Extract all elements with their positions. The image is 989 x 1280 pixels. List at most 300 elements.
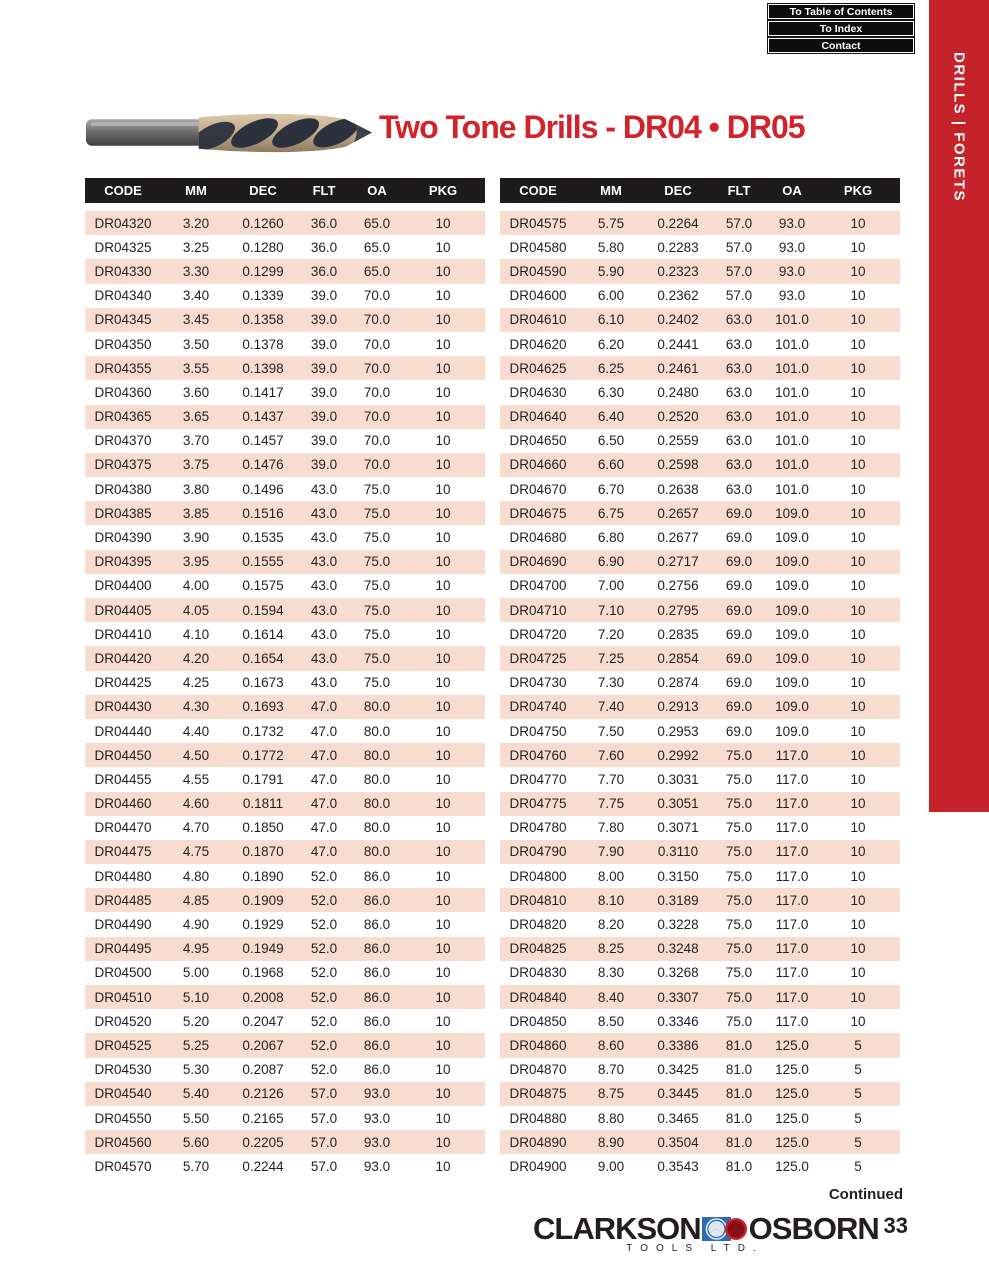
cell-flt: 39.0 [310,288,338,304]
cell-dec: 0.1791 [242,771,284,787]
cell-code: DR04530 [94,1062,152,1078]
cell-mm: 6.25 [597,360,625,376]
contact-button[interactable]: Contact [768,38,914,53]
cell-pkg: 10 [850,336,866,352]
cell-pkg: 10 [435,771,451,787]
cell-dec: 0.3031 [657,771,699,787]
table-row [500,1106,900,1130]
cell-pkg: 10 [850,747,866,763]
cell-flt: 57.0 [310,1158,338,1174]
table-row [85,1130,485,1154]
cell-oa: 93.0 [363,1086,391,1102]
cell-code: DR04670 [509,481,567,497]
table-row [85,380,485,404]
cell-flt: 57.0 [725,239,753,255]
table-row [85,477,485,501]
cell-flt: 69.0 [725,699,753,715]
drill-bit-image [83,104,377,162]
cell-code: DR04580 [509,239,567,255]
cell-flt: 75.0 [725,868,753,884]
cell-oa: 75.0 [363,554,391,570]
cell-code: DR04320 [94,215,152,231]
cell-dec: 0.2598 [657,457,699,473]
cell-oa: 65.0 [363,263,391,279]
cell-code: DR04520 [94,1013,152,1029]
cell-code: DR04385 [94,505,152,521]
cell-oa: 101.0 [775,481,809,497]
table-row [500,840,900,864]
cell-mm: 7.75 [597,796,625,812]
cell-mm: 7.90 [597,844,625,860]
cell-oa: 86.0 [363,989,391,1005]
cell-code: DR04455 [94,771,152,787]
cell-code: DR04680 [509,530,567,546]
cell-flt: 69.0 [725,723,753,739]
table-row [500,211,900,235]
cell-pkg: 10 [850,650,866,666]
cell-pkg: 10 [850,433,866,449]
cell-flt: 52.0 [310,1013,338,1029]
cell-oa: 75.0 [363,481,391,497]
cell-code: DR04825 [509,941,567,957]
cell-oa: 80.0 [363,796,391,812]
cell-dec: 0.1890 [242,868,284,884]
cell-flt: 63.0 [725,481,753,497]
cell-oa: 65.0 [363,215,391,231]
cell-pkg: 10 [850,384,866,400]
cell-oa: 80.0 [363,771,391,787]
cell-oa: 101.0 [775,312,809,328]
cell-mm: 8.90 [597,1134,625,1150]
cell-dec: 0.1949 [242,941,284,957]
cell-flt: 75.0 [725,820,753,836]
cell-mm: 4.10 [182,626,210,642]
cell-oa: 75.0 [363,602,391,618]
cell-oa: 117.0 [775,892,809,908]
cell-mm: 8.50 [597,1013,625,1029]
table-row [500,743,900,767]
cell-mm: 8.60 [597,1037,625,1053]
table-row [85,332,485,356]
cell-dec: 0.1437 [242,409,284,425]
cell-pkg: 10 [850,868,866,884]
cell-oa: 75.0 [363,505,391,521]
table-row [85,622,485,646]
cell-oa: 70.0 [363,409,391,425]
cell-flt: 69.0 [725,626,753,642]
cell-flt: 69.0 [725,530,753,546]
column-header-code: CODE [104,183,142,198]
cell-oa: 109.0 [775,530,809,546]
cell-mm: 5.90 [597,263,625,279]
cell-pkg: 10 [435,481,451,497]
cell-code: DR04550 [94,1110,152,1126]
table-body [85,211,485,1179]
table-row [85,646,485,670]
cell-code: DR04425 [94,675,152,691]
cell-flt: 63.0 [725,384,753,400]
cell-flt: 69.0 [725,602,753,618]
table-row [500,598,900,622]
table-row [500,332,900,356]
cell-pkg: 10 [850,457,866,473]
table-row [85,840,485,864]
cell-code: DR04790 [509,844,567,860]
cell-oa: 80.0 [363,747,391,763]
cell-pkg: 10 [850,892,866,908]
cell-dec: 0.1594 [242,602,284,618]
table-row [85,1033,485,1057]
cell-flt: 52.0 [310,868,338,884]
cell-flt: 63.0 [725,433,753,449]
cell-code: DR04875 [509,1086,567,1102]
table-row [500,671,900,695]
to-index-button[interactable]: To Index [768,21,914,36]
table-row [85,405,485,429]
table-row [500,1033,900,1057]
cell-pkg: 10 [850,1013,866,1029]
cell-mm: 3.55 [182,360,210,376]
cell-mm: 4.85 [182,892,210,908]
cell-mm: 5.70 [182,1158,210,1174]
cell-pkg: 10 [850,360,866,376]
cell-oa: 86.0 [363,1013,391,1029]
cell-pkg: 10 [435,578,451,594]
cell-oa: 86.0 [363,1062,391,1078]
cell-dec: 0.1654 [242,650,284,666]
cell-code: DR04860 [509,1037,567,1053]
cell-code: DR04340 [94,288,152,304]
table-row [500,259,900,283]
table-row [500,695,900,719]
column-header-dec: DEC [664,183,692,198]
cell-mm: 3.20 [182,215,210,231]
cell-mm: 7.00 [597,578,625,594]
page-title: Two Tone Drills - DR04 • DR05 [379,109,805,145]
continued-note: Continued [828,1186,903,1203]
table-row [500,453,900,477]
cell-oa: 75.0 [363,650,391,666]
cell-mm: 3.65 [182,409,210,425]
brand-subtitle: TOOLS LTD. [626,1243,764,1254]
cell-pkg: 10 [435,602,451,618]
table-row [500,622,900,646]
cell-flt: 47.0 [310,796,338,812]
cell-dec: 0.2480 [657,384,699,400]
cell-oa: 109.0 [775,505,809,521]
table-row [500,1154,900,1178]
cell-oa: 109.0 [775,699,809,715]
cell-oa: 101.0 [775,457,809,473]
cell-dec: 0.2264 [657,215,699,231]
cell-oa: 125.0 [775,1134,809,1150]
cell-dec: 0.2362 [657,288,699,304]
cell-mm: 6.60 [597,457,625,473]
cell-flt: 69.0 [725,650,753,666]
cell-code: DR04830 [509,965,567,981]
cell-flt: 52.0 [310,965,338,981]
cell-oa: 109.0 [775,723,809,739]
cell-pkg: 10 [435,626,451,642]
cell-pkg: 10 [435,505,451,521]
table-row [85,1082,485,1106]
cell-dec: 0.1398 [242,360,284,376]
cell-dec: 0.1516 [242,505,284,521]
cell-pkg: 10 [435,360,451,376]
cell-oa: 117.0 [775,796,809,812]
cell-flt: 39.0 [310,336,338,352]
cell-pkg: 10 [850,239,866,255]
cell-flt: 75.0 [725,989,753,1005]
cell-oa: 93.0 [363,1134,391,1150]
cell-pkg: 10 [435,1013,451,1029]
cell-code: DR04840 [509,989,567,1005]
cell-flt: 43.0 [310,530,338,546]
cell-mm: 8.75 [597,1086,625,1102]
cell-dec: 0.1870 [242,844,284,860]
cell-mm: 4.05 [182,602,210,618]
cell-mm: 3.75 [182,457,210,473]
cell-code: DR04575 [509,215,567,231]
cell-flt: 69.0 [725,505,753,521]
cell-dec: 0.2520 [657,409,699,425]
cell-dec: 0.1555 [242,554,284,570]
cell-flt: 39.0 [310,457,338,473]
table-row [85,1106,485,1130]
cell-dec: 0.2047 [242,1013,284,1029]
cell-code: DR04525 [94,1037,152,1053]
cell-dec: 0.1968 [242,965,284,981]
table-row [500,1009,900,1033]
cell-dec: 0.2008 [242,989,284,1005]
table-row [500,1130,900,1154]
cell-oa: 117.0 [775,820,809,836]
cell-code: DR04475 [94,844,152,860]
cell-dec: 0.2756 [657,578,699,594]
cell-code: DR04395 [94,554,152,570]
table-row [85,284,485,308]
cell-flt: 63.0 [725,312,753,328]
cell-flt: 39.0 [310,384,338,400]
cell-dec: 0.2835 [657,626,699,642]
column-header-pkg: PKG [843,183,873,198]
cell-flt: 75.0 [725,844,753,860]
cell-flt: 63.0 [725,360,753,376]
cell-dec: 0.2165 [242,1110,284,1126]
table-row [85,1009,485,1033]
column-header-mm: MM [600,183,622,198]
cell-dec: 0.1457 [242,433,284,449]
cell-dec: 0.1417 [242,384,284,400]
table-row [500,646,900,670]
table-row [85,501,485,525]
section-tab-label: DRILLS | FORETS [950,52,968,203]
column-header-dec: DEC [249,183,277,198]
cell-mm: 3.40 [182,288,210,304]
page-number: 33 [883,1213,908,1238]
cell-dec: 0.1811 [242,796,284,812]
cell-oa: 86.0 [363,1037,391,1053]
cell-oa: 117.0 [775,965,809,981]
cell-pkg: 10 [850,675,866,691]
cell-code: DR04660 [509,457,567,473]
cell-oa: 93.0 [778,263,806,279]
cell-pkg: 10 [850,723,866,739]
cell-code: DR04490 [94,917,152,933]
cell-dec: 0.1614 [242,626,284,642]
cell-flt: 52.0 [310,989,338,1005]
cell-flt: 75.0 [725,747,753,763]
drill-table-right [500,178,900,1179]
cell-dec: 0.3189 [657,892,699,908]
cell-code: DR04625 [509,360,567,376]
cell-mm: 3.60 [182,384,210,400]
cell-pkg: 10 [435,941,451,957]
cell-dec: 0.1673 [242,675,284,691]
cell-code: DR04400 [94,578,152,594]
cell-flt: 39.0 [310,433,338,449]
cell-oa: 109.0 [775,626,809,642]
cell-mm: 7.30 [597,675,625,691]
cell-code: DR04420 [94,650,152,666]
cell-pkg: 5 [854,1110,862,1126]
cell-dec: 0.2244 [242,1158,284,1174]
column-header-flt: FLT [312,183,336,198]
cell-pkg: 10 [850,288,866,304]
cell-pkg: 10 [435,1158,451,1174]
cell-oa: 109.0 [775,554,809,570]
cell-oa: 75.0 [363,675,391,691]
cell-oa: 117.0 [775,989,809,1005]
cell-dec: 0.2795 [657,602,699,618]
cell-dec: 0.3307 [657,989,699,1005]
cell-oa: 70.0 [363,433,391,449]
cell-mm: 4.60 [182,796,210,812]
cell-flt: 57.0 [725,263,753,279]
cell-flt: 81.0 [725,1158,753,1174]
cell-pkg: 5 [854,1158,862,1174]
cell-pkg: 10 [435,675,451,691]
table-row [500,937,900,961]
cell-mm: 3.30 [182,263,210,279]
cell-oa: 86.0 [363,917,391,933]
cell-flt: 36.0 [310,239,338,255]
cell-code: DR04700 [509,578,567,594]
cell-pkg: 10 [435,409,451,425]
cell-flt: 43.0 [310,675,338,691]
cell-mm: 5.30 [182,1062,210,1078]
cell-mm: 4.25 [182,675,210,691]
cell-pkg: 10 [435,892,451,908]
cell-mm: 4.55 [182,771,210,787]
cell-mm: 8.20 [597,917,625,933]
table-row [85,235,485,259]
cell-oa: 70.0 [363,457,391,473]
cell-flt: 52.0 [310,941,338,957]
cell-flt: 81.0 [725,1110,753,1126]
cell-dec: 0.1535 [242,530,284,546]
column-header-oa: OA [367,183,387,198]
cell-pkg: 10 [435,1062,451,1078]
cell-pkg: 10 [850,312,866,328]
cell-flt: 43.0 [310,481,338,497]
cell-pkg: 10 [435,433,451,449]
cell-mm: 6.10 [597,312,625,328]
cell-dec: 0.1909 [242,892,284,908]
cell-mm: 4.75 [182,844,210,860]
cell-mm: 4.40 [182,723,210,739]
brand-clarkson: CLARKSON [533,1211,701,1246]
cell-oa: 80.0 [363,820,391,836]
cell-dec: 0.1339 [242,288,284,304]
cell-pkg: 10 [850,578,866,594]
cell-code: DR04880 [509,1110,567,1126]
cell-code: DR04485 [94,892,152,908]
table-row [85,695,485,719]
to-table-of-contents-button[interactable]: To Table of Contents [768,4,914,19]
cell-dec: 0.1260 [242,215,284,231]
cell-code: DR04730 [509,675,567,691]
cell-oa: 117.0 [775,868,809,884]
cell-mm: 3.25 [182,239,210,255]
cell-dec: 0.2657 [657,505,699,521]
cell-mm: 6.80 [597,530,625,546]
cell-dec: 0.1693 [242,699,284,715]
cell-dec: 0.1358 [242,312,284,328]
cell-code: DR04405 [94,602,152,618]
cell-mm: 5.80 [597,239,625,255]
cell-oa: 93.0 [778,288,806,304]
cell-dec: 0.2913 [657,699,699,715]
cell-code: DR04780 [509,820,567,836]
cell-code: DR04330 [94,263,152,279]
cell-mm: 3.50 [182,336,210,352]
pinwheel-logo-icon [702,1214,748,1244]
cell-dec: 0.1850 [242,820,284,836]
cell-code: DR04725 [509,650,567,666]
cell-dec: 0.2677 [657,530,699,546]
table-row [500,308,900,332]
cell-mm: 5.00 [182,965,210,981]
cell-dec: 0.3543 [657,1158,699,1174]
table-row [85,211,485,235]
cell-mm: 6.20 [597,336,625,352]
table-row [500,792,900,816]
cell-pkg: 5 [854,1062,862,1078]
cell-pkg: 10 [435,917,451,933]
cell-oa: 117.0 [775,917,809,933]
brand-logo [533,1211,879,1247]
cell-flt: 63.0 [725,457,753,473]
table-row [85,550,485,574]
cell-oa: 93.0 [363,1110,391,1126]
cell-flt: 75.0 [725,917,753,933]
cell-code: DR04365 [94,409,152,425]
cell-code: DR04620 [509,336,567,352]
cell-code: DR04640 [509,409,567,425]
cell-flt: 81.0 [725,1086,753,1102]
cell-dec: 0.2559 [657,433,699,449]
cell-flt: 43.0 [310,578,338,594]
cell-pkg: 10 [435,1086,451,1102]
cell-mm: 5.75 [597,215,625,231]
cell-dec: 0.2402 [657,312,699,328]
cell-mm: 5.10 [182,989,210,1005]
cell-dec: 0.1575 [242,578,284,594]
cell-dec: 0.3346 [657,1013,699,1029]
cell-code: DR04480 [94,868,152,884]
cell-code: DR04345 [94,312,152,328]
